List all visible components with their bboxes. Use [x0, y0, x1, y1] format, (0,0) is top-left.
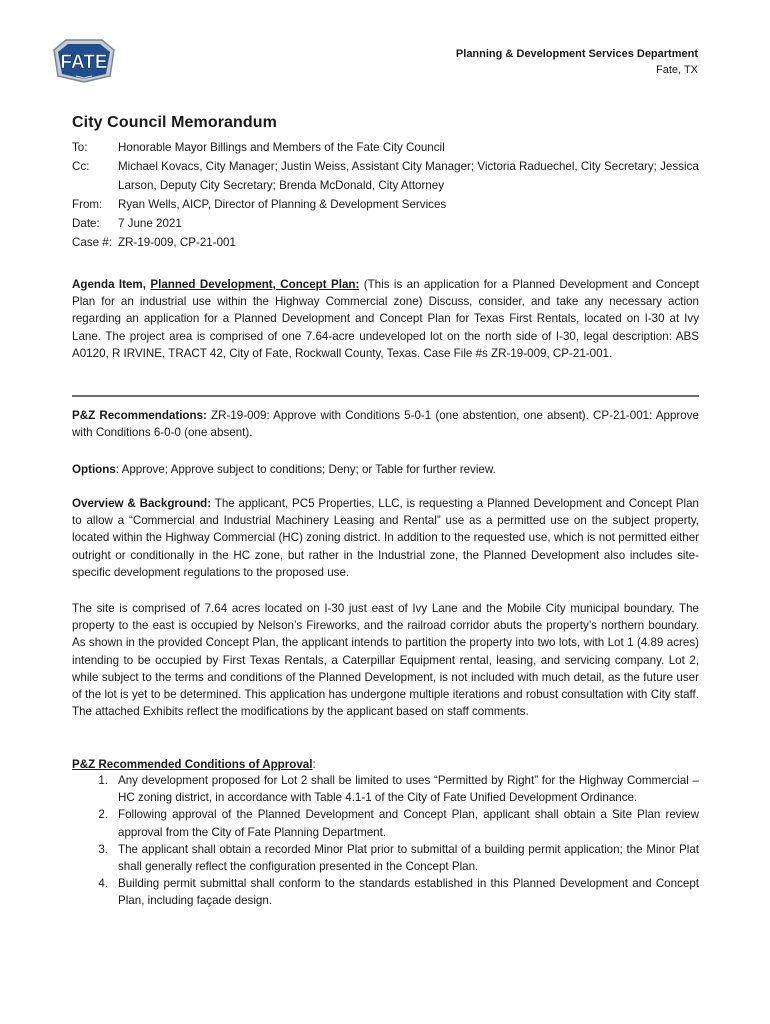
overview-text: The applicant, PC5 Properties, LLC, is requesting a Planned Development and Concept Plan to allow a “Commercial and Industrial Machinery Leasing and Rental” use as a permitted use on the subject property, located within the Highway Commercial (HC) zoning district. In addition to the requested use, which is not permitted either outright or conditionally in the HC zone, but rather in the Industrial zone, the Planned Development also includes site-specific development regulations to the proposed use. — [72, 497, 700, 579]
fate-logo — [46, 36, 122, 84]
options-paragraph — [72, 461, 699, 478]
agenda-label: Agenda Item, — [72, 278, 146, 291]
memo-title: City Council Memorandum — [72, 114, 277, 131]
department-location: Fate, TX — [656, 64, 698, 76]
list-item — [72, 841, 699, 875]
case-value: ZR-19-009, CP-21-001 — [118, 236, 236, 249]
pz-text: ZR-19-009: Approve with Conditions 5-0-1 (one abstention, one absent). CP-21-001: Approve with Conditions 6-0-0 (one absent). — [72, 409, 699, 440]
case-label: Case #: — [72, 236, 112, 249]
date-row — [72, 214, 700, 233]
to-label: To: — [72, 141, 88, 154]
pz-label: P&Z Recommendations: — [72, 409, 207, 422]
from-label: From: — [72, 198, 103, 211]
agenda-text: (This is an application for a Planned Development and Concept Plan for an industrial use within the Highway Commercial zone) Discuss, consider, and take any necessary action regarding an application for a Planned Development and Concept Plan for Texas First Rentals, located on I-30 at Ivy Lane. The project area is comprised of one 7.64-acre undeveloped lot on the north side of I-30, legal description: ABS A0120, R IRVINE, TRACT 42, City of Fate, Rockwall County, Texas. Case File #s ZR-19-009, CP-21-001. — [72, 278, 699, 360]
section-divider — [72, 395, 699, 397]
conditions-heading-text: P&Z Recommended Conditions of Approval — [72, 758, 313, 771]
department-header — [456, 46, 698, 78]
overview-paragraph — [72, 495, 699, 581]
list-item-number: 4. — [98, 877, 108, 891]
site-paragraph: The site is comprised of 7.64 acres located on I-30 just east of Ivy Lane and the Mobile City municipal boundary. The property to the east is occupied by Nelson’s Fireworks, and the railroad corridor abuts the property’s northern boundary. As shown in the provided Concept Plan, the applicant intends to partition the property into two lots, with Lot 1 (4.89 acres) intending to be occupied by First Texas Rentals, a Caterpillar Equipment rental, leasing, and servicing company. Lot 2, while subject to the terms and conditions of the Planned Development, is not included with much detail, as the future user of the lot is yet to be determined. This application has undergone multiple iterations and robust consultation with City staff. The attached Exhibits reflect the modifications by the applicant based on staff comments. — [72, 602, 699, 719]
date-label: Date: — [72, 217, 100, 230]
options-text: : Approve; Approve subject to conditions; Deny; or Table for further review. — [115, 463, 496, 476]
list-item-text: The applicant shall obtain a recorded Minor Plat prior to submittal of a building permit application; the Minor Plat shall generally reflect the configuration presented in the Concept Plan. — [118, 842, 699, 874]
list-item-text: Following approval of the Planned Development and Concept Plan, applicant shall obtain a Site Plan review approval from the City of Fate Planning Department. — [118, 808, 699, 839]
department-name: Planning & Development Services Department — [455, 48, 698, 60]
memo-meta — [72, 138, 700, 252]
conditions-heading — [72, 756, 699, 773]
conditions-list — [72, 772, 699, 910]
to-row — [72, 138, 700, 157]
to-value: Honorable Mayor Billings and Members of the Fate City Council — [118, 141, 445, 154]
list-item — [72, 875, 699, 909]
list-item — [72, 806, 699, 840]
overview-label: Overview & Background: — [72, 497, 212, 510]
list-item-number: 1. — [98, 774, 108, 787]
from-row — [72, 195, 700, 214]
logo-text: FATE — [60, 52, 108, 73]
date-value: 7 June 2021 — [118, 217, 182, 230]
case-row — [72, 233, 700, 252]
fate-logo-icon — [46, 36, 122, 84]
cc-row — [72, 157, 700, 195]
agenda-link[interactable]: Planned Development, Concept Plan: — [150, 278, 360, 291]
list-item-number: 2. — [98, 808, 108, 822]
conditions-heading-colon: : — [312, 758, 316, 771]
options-label: Options — [72, 463, 116, 476]
from-value: Ryan Wells, AICP, Director of Planning & Development Services — [118, 198, 447, 211]
list-item-number: 3. — [98, 842, 108, 856]
list-item-text: Building permit submittal shall conform to the standards established in this Planned Development and Concept Plan, including façade design. — [118, 877, 699, 908]
list-item-text: Any development proposed for Lot 2 shall be limited to uses “Permitted by Right” for the Highway Commercial – HC zoning district, in accordance with Table 4.1-1 of the City of Fate Unified Development Ordinance. — [118, 774, 699, 805]
pz-recommendations-paragraph — [72, 407, 699, 441]
cc-label: Cc: — [72, 160, 90, 173]
cc-value: Michael Kovacs, City Manager; Justin Weiss, Assistant City Manager; Victoria Raduechel, City Secretary; Jessica Larson, Deputy City Secretary; Brenda McDonald, City Attorney — [118, 160, 699, 192]
agenda-item-paragraph — [72, 276, 699, 362]
list-item — [72, 772, 699, 806]
